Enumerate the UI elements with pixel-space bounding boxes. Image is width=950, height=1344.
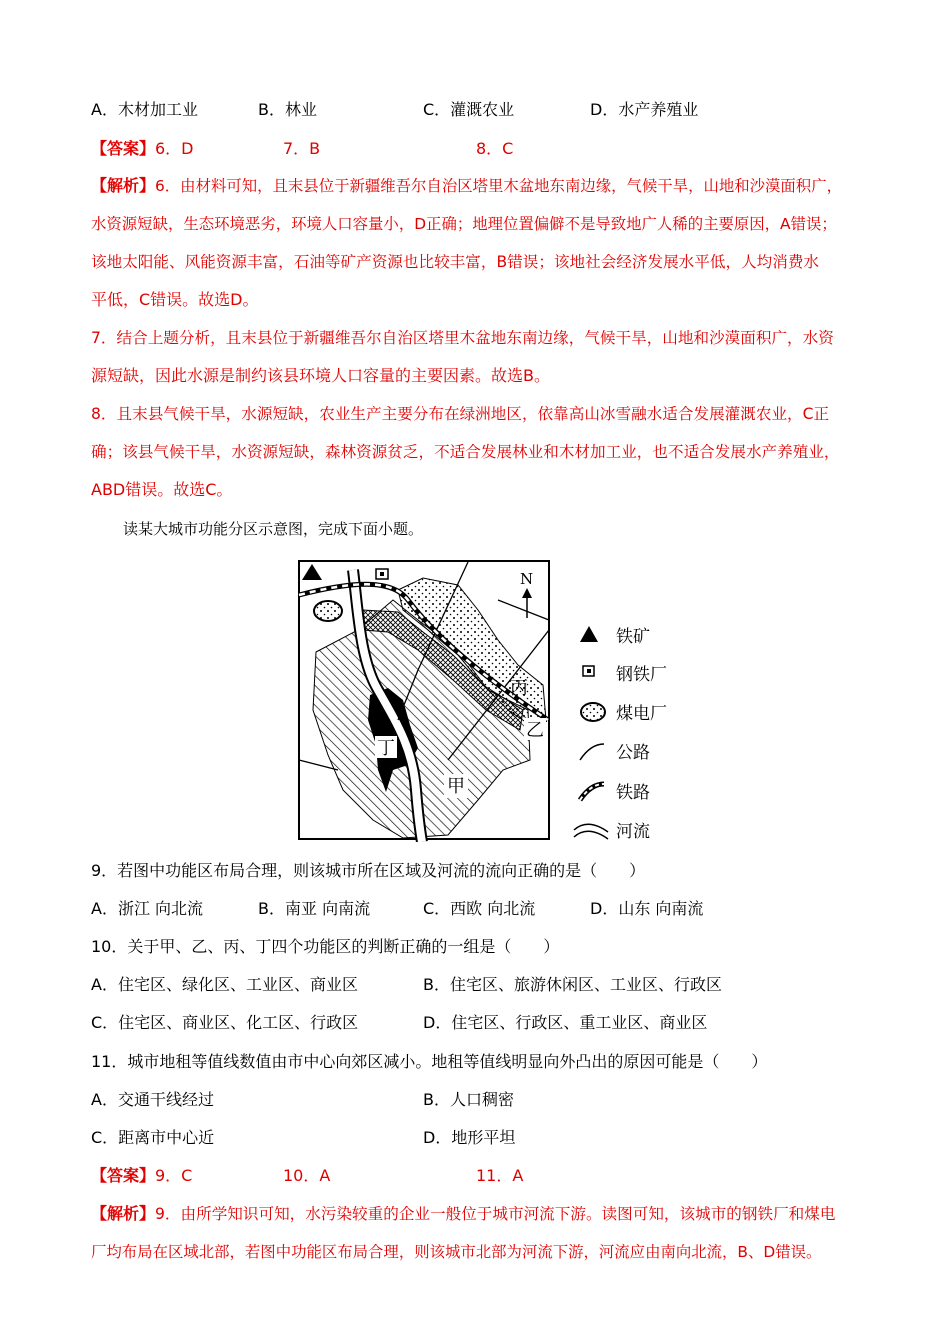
q11-option-a: A．交通干线经过 [91, 1090, 214, 1109]
north-label: N [520, 570, 534, 588]
analysis-line: 水资源短缺，生态环境恶劣，环境人口容量小，D正确；地理位置偏僻不是导致地广人稀的主要原因，A错误； [91, 215, 837, 233]
q5-option-a: A．木材加工业 [91, 100, 198, 119]
q5-option-d: D．水产养殖业 [590, 100, 699, 119]
legend-coal-plant-icon [581, 703, 605, 721]
q5-option-c: C．灌溉农业 [423, 100, 515, 119]
coal-power-plant-icon [314, 601, 342, 621]
analysis-line: 9．由所学知识可知，水污染较重的企业一般位于城市河流下游。读图可知，该城市的钢铁厂和煤电 [155, 1205, 836, 1223]
answer-tag: 【答案】 [91, 139, 156, 158]
answer-10: 10．A [283, 1166, 331, 1185]
answer-11: 11．A [476, 1166, 524, 1185]
city-function-zone-map [298, 560, 678, 842]
legend-river: 河流 [616, 822, 650, 842]
analysis-line: ABD错误。故选C。 [91, 480, 233, 499]
zone-label-ding: 丁 [377, 738, 395, 759]
analysis-line: 7．结合上题分析，且末县位于新疆维吾尔自治区塔里木盆地东南边缘，气候干旱，山地和沙漠面积广，水资 [91, 329, 834, 347]
legend-road-icon [580, 744, 604, 760]
q10-option-a: A．住宅区、绿化区、工业区、商业区 [91, 975, 358, 994]
zone-label-jia: 甲 [447, 776, 465, 797]
analysis-line: 确；该县气候干旱，水资源短缺，森林资源贫乏，不适合发展林业和木材加工业，也不适合发展水产养殖业， [91, 443, 840, 461]
analysis-line: 8．且末县气候干旱，水源短缺，农业生产主要分布在绿洲地区，依靠高山冰雪融水适合发展灌溉农业，C正 [91, 405, 830, 423]
q10-option-d: D．住宅区、行政区、重工业区、商业区 [423, 1013, 708, 1032]
q9-option-c: C．西欧 向北流 [423, 899, 536, 918]
material-intro: 读某大城市功能分区示意图，完成下面小题。 [123, 520, 424, 538]
analysis-line: 厂均布局在区域北部，若图中功能区布局合理，则该城市北部为河流下游，河流应由南向北流，B、D错误。 [91, 1243, 822, 1261]
legend-iron-mine: 铁矿 [616, 627, 650, 647]
analysis-tag-2: 【解析】 [91, 1204, 156, 1223]
q11-option-d: D．地形平坦 [423, 1128, 516, 1147]
q10-option-c: C．住宅区、商业区、化工区、行政区 [91, 1013, 359, 1032]
q11-stem: 11．城市地租等值线数值由市中心向郊区减小。地租等值线明显向外凸出的原因可能是（ ） [91, 1052, 768, 1071]
analysis-line: 该地太阳能、风能资源丰富，石油等矿产资源也比较丰富，B错误；该地社会经济发展水平低，人均消费水 [91, 253, 820, 271]
q11-option-c: C．距离市中心近 [91, 1128, 215, 1147]
analysis-tag: 【解析】 [91, 176, 156, 195]
answer-7: 7．B [283, 139, 321, 158]
q9-option-d: D．山东 向南流 [590, 899, 704, 918]
legend-coal-plant: 煤电厂 [616, 704, 667, 724]
analysis-line: 平低，C错误。故选D。 [91, 290, 259, 309]
legend-railway: 铁路 [616, 783, 650, 803]
q10-option-b: B．住宅区、旅游休闲区、工业区、行政区 [423, 975, 722, 994]
answer-tag-2: 【答案】 [91, 1166, 156, 1185]
q9-stem: 9．若图中功能区布局合理，则该城市所在区域及河流的流向正确的是（ ） [91, 861, 646, 880]
zone-label-yi: 乙 [526, 720, 544, 741]
q9-option-a: A．浙江 向北流 [91, 899, 204, 918]
q5-option-b: B．林业 [258, 100, 317, 119]
answer-9: 9．C [155, 1166, 193, 1185]
answer-6: 6．D [155, 139, 194, 158]
legend-steel-plant: 钢铁厂 [616, 665, 667, 685]
answer-8: 8．C [476, 139, 514, 158]
legend-road: 公路 [616, 743, 650, 763]
zone-label-bing: 丙 [510, 678, 528, 699]
legend-iron-mine-icon [580, 626, 598, 642]
analysis-line: 6．由材料可知，且末县位于新疆维吾尔自治区塔里木盆地东南边缘，气候干旱，山地和沙漠面积广， [155, 177, 842, 195]
analysis-line: 源短缺，因此水源是制约该县环境人口容量的主要因素。故选B。 [91, 366, 550, 385]
q11-option-b: B．人口稠密 [423, 1090, 514, 1109]
q10-stem: 10．关于甲、乙、丙、丁四个功能区的判断正确的一组是（ ） [91, 937, 560, 956]
q9-option-b: B．南亚 向南流 [258, 899, 371, 918]
